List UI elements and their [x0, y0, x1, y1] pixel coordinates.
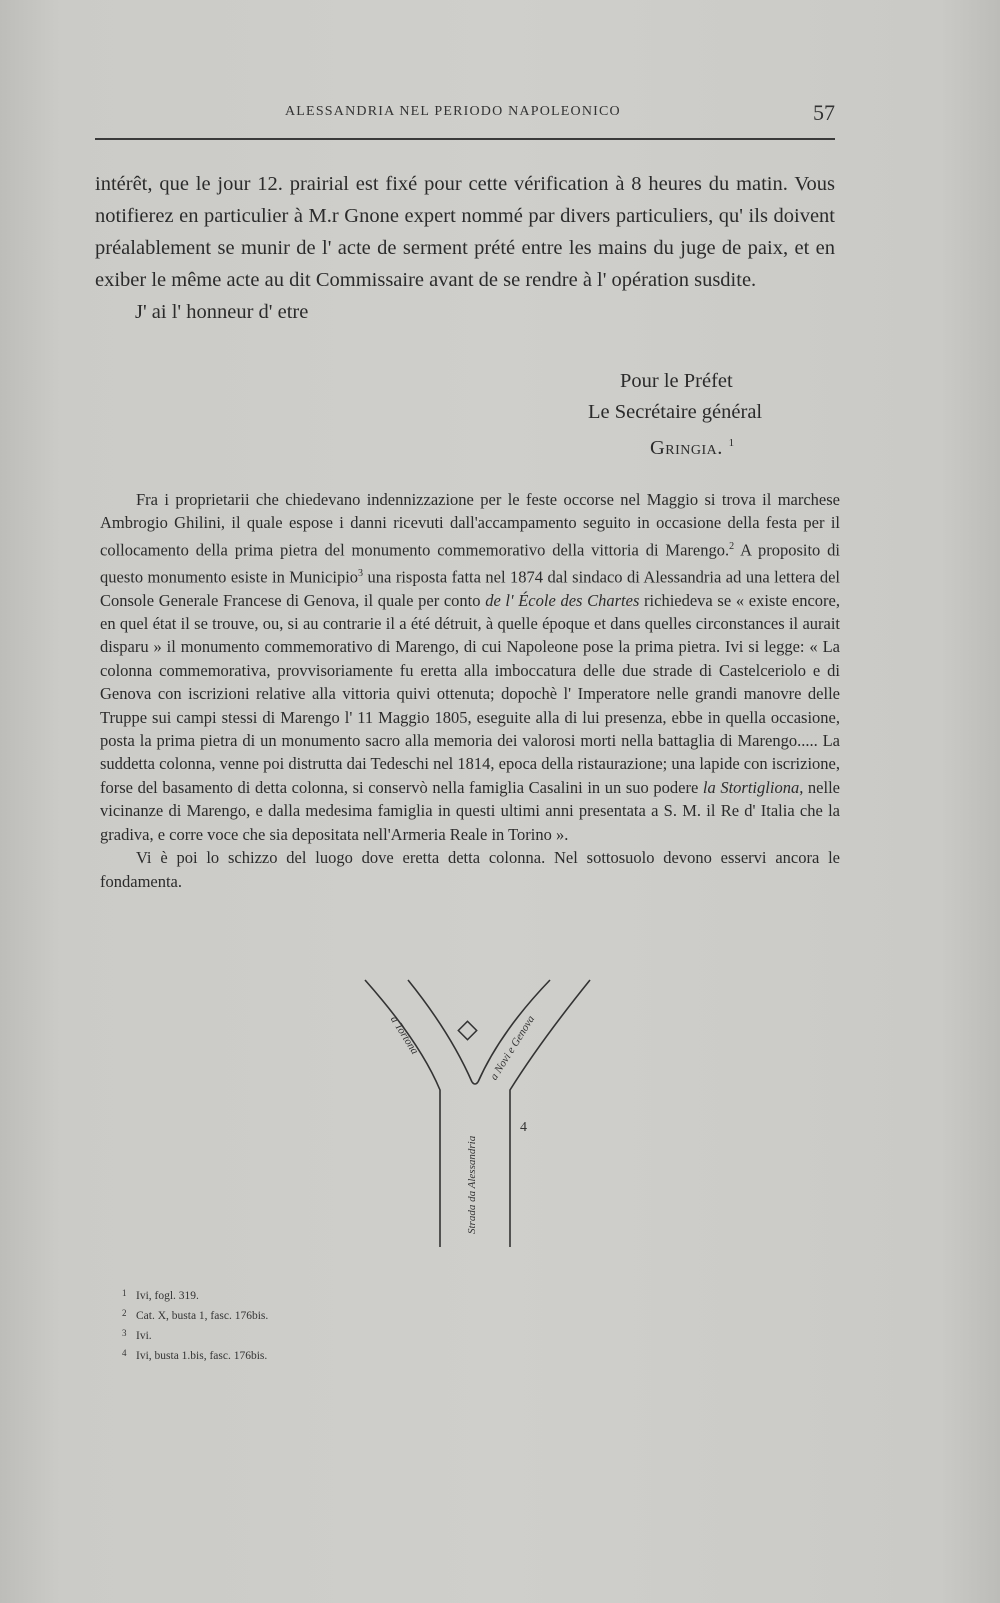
column-marker — [458, 1021, 476, 1039]
letter-closing: J' ai l' honneur d' etre — [135, 301, 309, 323]
road-inner-right — [478, 980, 550, 1082]
header-rule — [95, 138, 835, 140]
footnote-4-text: Ivi, busta 1.bis, fasc. 176bis. — [136, 1350, 268, 1362]
signature-name-text: Gringia. — [650, 436, 723, 459]
letter-paragraph: intérêt, que le jour 12. prairial est fixé pour cette vérification à 8 heures du matin. Vous notifierez en particulier à M.r Gnone expert nommé par divers particuliers, qu' ils doivent préalablement se munir de l' acte de serment prété entre les mains du juge de paix, et en exiber le même acte au dit Commissaire avant de se rendre à l' opération susdite. — [95, 173, 835, 291]
footnote-ref-3: 3 — [358, 567, 364, 579]
footnote-2 — [122, 1305, 522, 1325]
road-sketch — [360, 972, 600, 1252]
road-inner-join — [472, 1082, 478, 1084]
footnote-1 — [122, 1285, 522, 1305]
footnote-2-mark: 2 — [122, 1308, 127, 1318]
body-p1-part2: A proposito di questo monumento esiste in Municipio — [100, 540, 840, 587]
footnote-2-text: Cat. X, busta 1, fasc. 176bis. — [136, 1310, 269, 1322]
road-outer-left — [365, 980, 440, 1247]
body-paragraph-1 — [100, 488, 840, 846]
footnote-3-text: Ivi. — [136, 1330, 152, 1342]
body-p1-italic: de l' École des Chartes — [485, 590, 640, 610]
running-title: ALESSANDRIA NEL PERIODO NAPOLEONICO — [285, 104, 621, 119]
footnote-4-mark: 4 — [122, 1348, 127, 1358]
road-inner-left — [408, 980, 472, 1082]
body-p1-part3: una risposta fatta nel 1874 dal sindaco di Alessandria ad una lettera del Console Generale Francese di Genova, il quale per conto — [100, 567, 840, 610]
footnote-ref-1: 1 — [728, 437, 735, 449]
label-tortona: a Tortona — [387, 1014, 421, 1057]
footnote-3 — [122, 1325, 522, 1345]
body-p1-part5: nelle vicinanze di Marengo, e dalla medesima famiglia in questi ultimi anni presentata a S. M. il Re d' Italia che la gradiva, e corre voce che sia depositata nell'Armeria Reale in Torino ». — [100, 777, 841, 844]
signature-line-secretaire: Le Secrétaire général — [588, 401, 763, 423]
figure-note-number: 4 — [520, 1120, 527, 1135]
body-p1-italic2: la Stortigliona, — [702, 777, 804, 797]
body-paragraph-2: Vi è poi lo schizzo del luogo dove eretta detta colonna. Nel sottosuolo devono esservi ancora le fondamenta. — [100, 848, 840, 891]
signature-name — [560, 428, 820, 464]
footnote-3-mark: 3 — [122, 1328, 127, 1338]
label-novi-genova: a Novi e Genova — [488, 1013, 538, 1083]
signature-block — [560, 366, 820, 464]
body-p1-part4: richiedeva se « existe encore, en quel état il se trouve, ou, si au contrarie il a été détruit, à quelle époque et dans quelles circonstances il aurait disparu » il monumento commemorativo di Marengo, di cui Napoleone pose la prima pietra. Ivi si legge: « La colonna commemorativa, provvisoriamente fu eretta alla imboccatura delle due strade di Castelceriolo e di Genova con iscrizioni relative alla vittoria quivi ottenuta; dopochè l' Imperatore nelle grandi manovre delle Truppe sui campi stessi di Marengo l' 11 Maggio 1805, eseguite alla di lui presenza, ebbe in quella occasione, posta la prima pietra di un monumento sacro alla memoria dei valorosi morti nella battaglia di Marengo..... La suddetta colonna, venne poi distrutta dai Tedeschi nel 1814, epoca della ristaurazione; una lapide con iscrizione, forse del basamento di detta colonna, si conservò nella famiglia Casalini in un suo podere — [100, 590, 840, 797]
footnote-ref-2: 2 — [729, 540, 735, 552]
footnotes — [122, 1285, 522, 1365]
page-number: 57 — [813, 100, 835, 125]
footnote-4 — [122, 1345, 522, 1365]
label-strada-alessandria: Strada da Alessandria — [466, 1135, 478, 1234]
letter-text — [95, 168, 835, 328]
running-header — [95, 100, 835, 130]
signature-line-prefet: Pour le Préfet — [620, 370, 733, 392]
body-p1-part1: Fra i proprietarii che chiedevano indennizzazione per le feste occorse nel Maggio si trova il marchese Ambrogio Ghilini, il quale espose i danni ricevuti dall'accampamento seguito in occasione della festa per il collocamento della prima pietra del monumento commemorativo della vittoria di Marengo. — [100, 490, 840, 560]
footnote-1-mark: 1 — [122, 1288, 127, 1298]
footnote-1-text: Ivi, fogl. 319. — [136, 1290, 199, 1302]
body-text — [100, 488, 840, 893]
